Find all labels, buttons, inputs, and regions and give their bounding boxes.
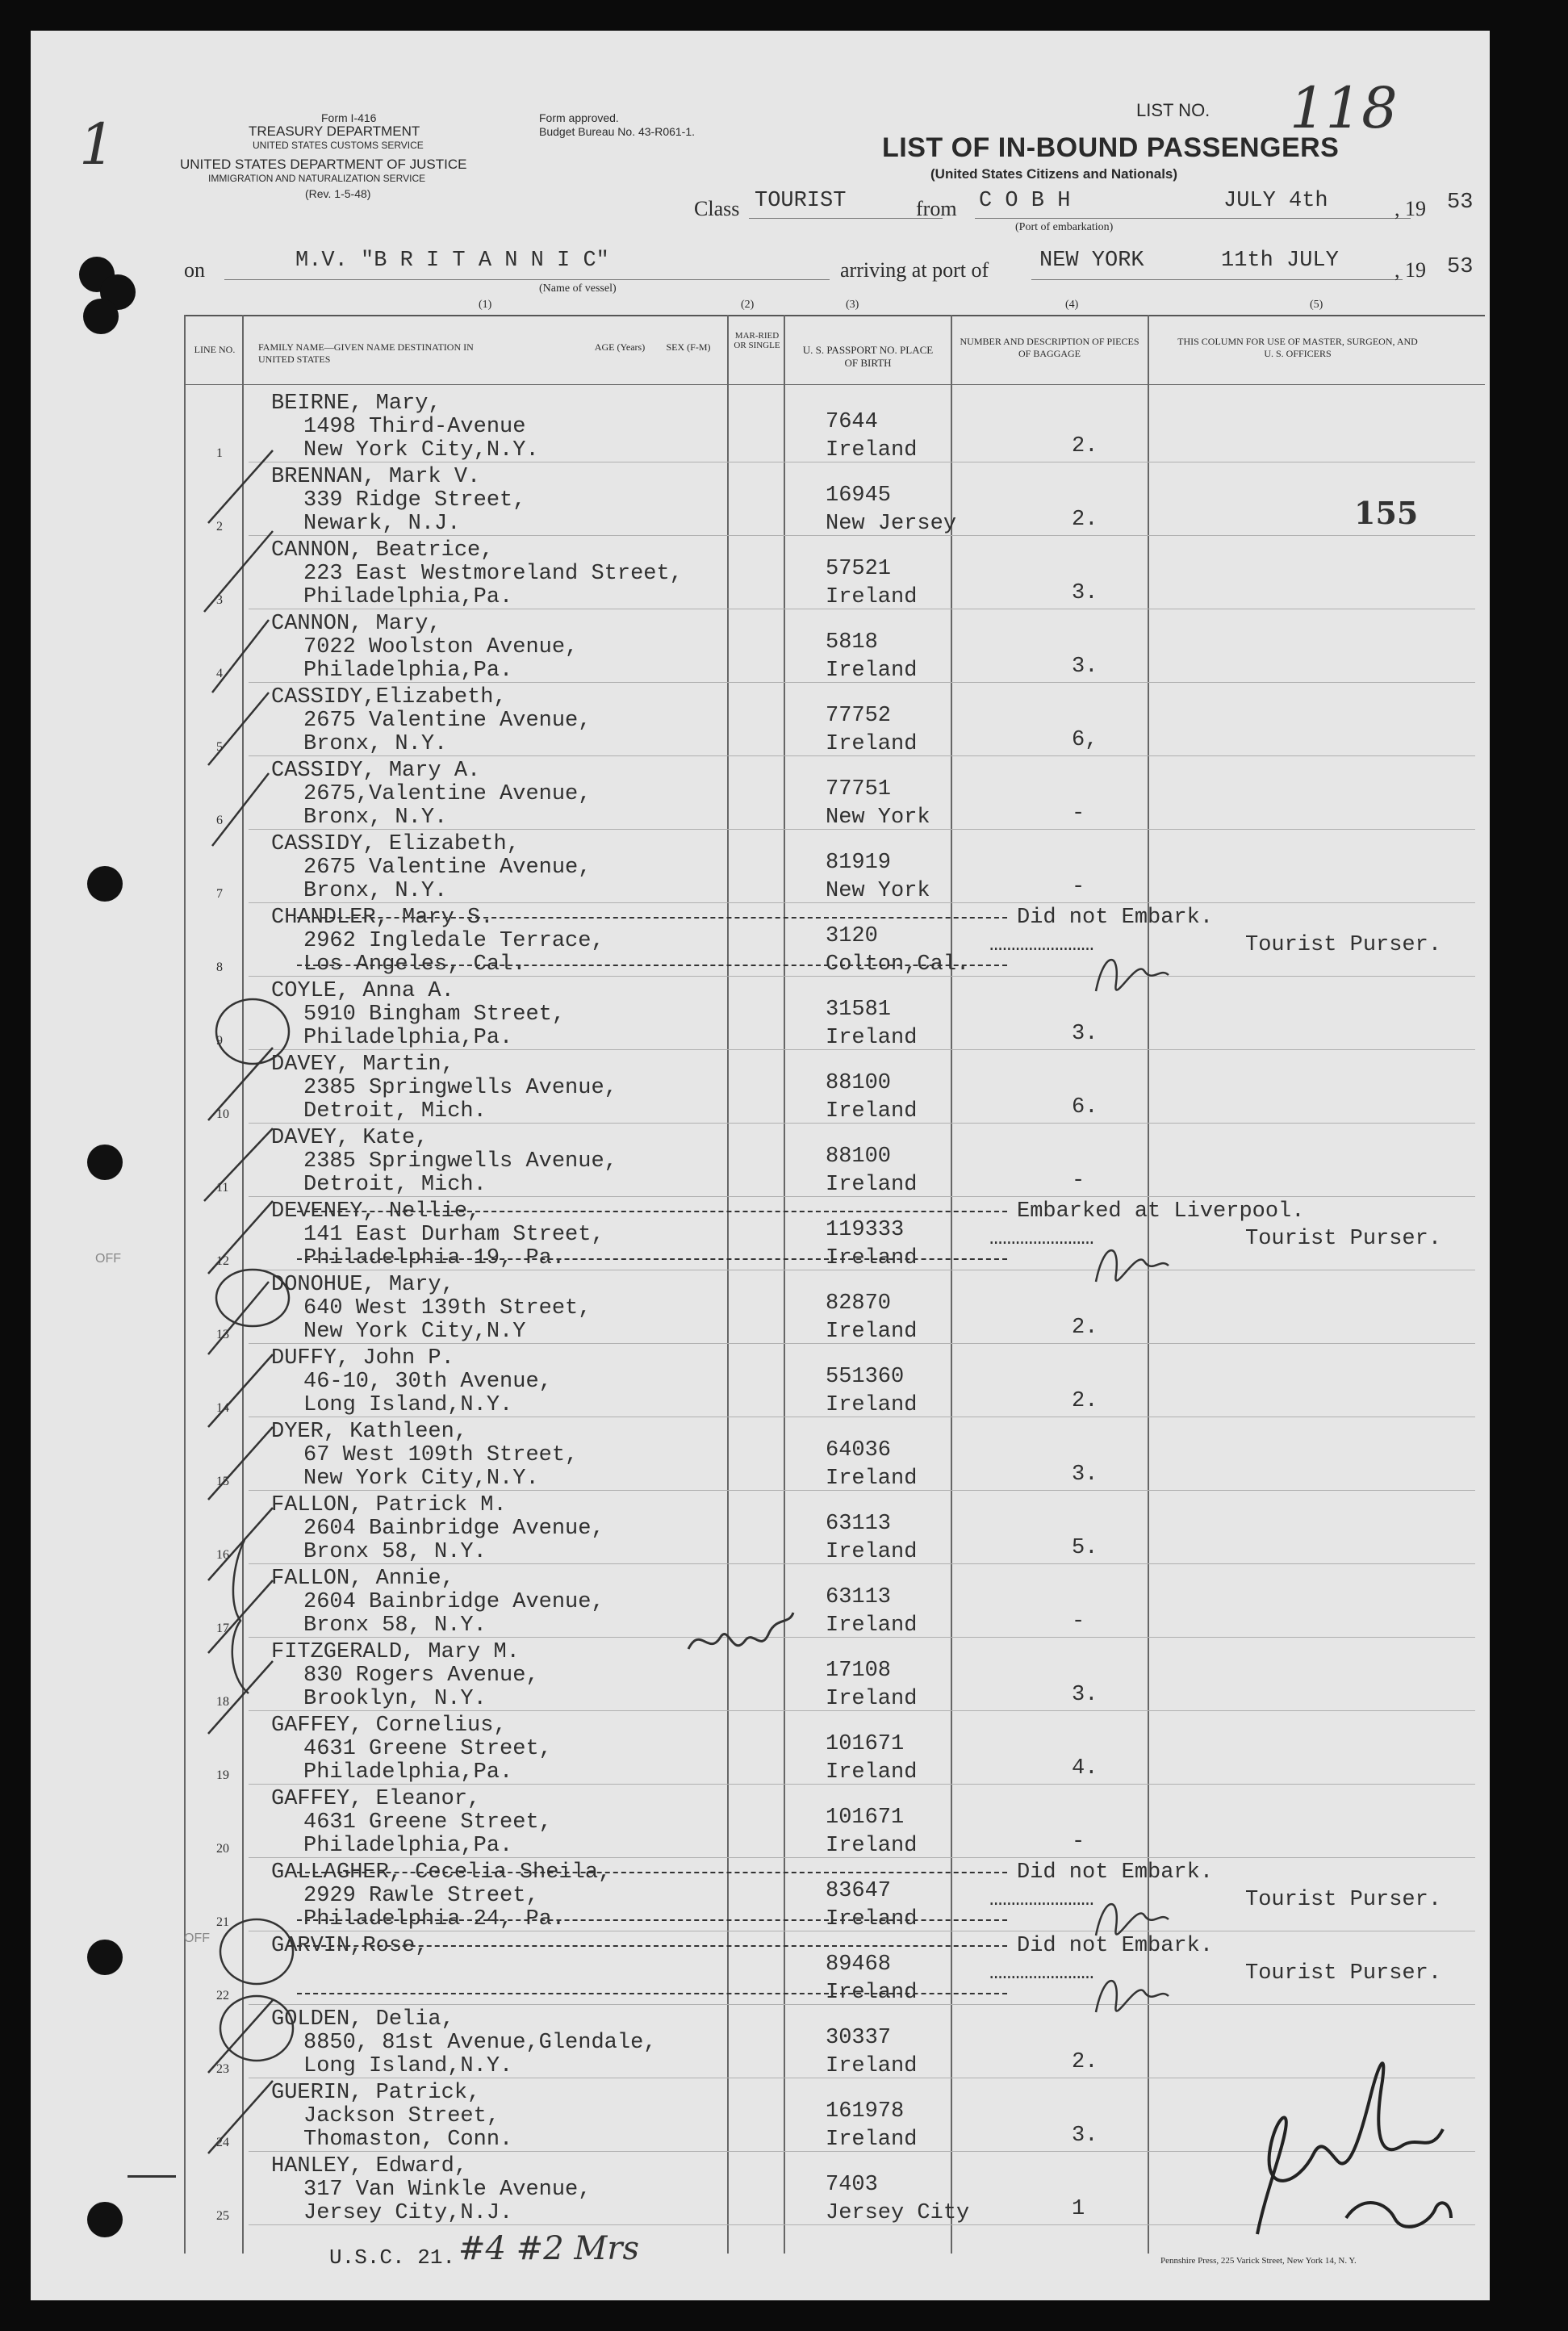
baggage-count: 3. bbox=[1072, 1463, 1098, 1487]
line-number: 9 bbox=[216, 1034, 223, 1048]
passport-number: 7644 bbox=[826, 410, 878, 434]
year-prefix-2: , 19 bbox=[1394, 258, 1426, 282]
address-line-2: New York City,N.Y bbox=[303, 1320, 526, 1344]
line-number: 1 bbox=[216, 446, 223, 460]
passport-number: 161978 bbox=[826, 2099, 905, 2124]
baggage-count: 2. bbox=[1072, 1389, 1098, 1413]
passenger-name: CASSIDY, Elizabeth, bbox=[271, 832, 520, 856]
address-line-2: Bronx 58, N.Y. bbox=[303, 1540, 487, 1564]
line-number: 2 bbox=[216, 520, 223, 534]
line-number: 7 bbox=[216, 887, 223, 901]
strike-line bbox=[297, 1211, 1007, 1212]
passenger-name: CASSIDY,Elizabeth, bbox=[271, 685, 507, 709]
baggage-count: 4. bbox=[1072, 1756, 1098, 1781]
col-num-3: (3) bbox=[846, 299, 859, 311]
place-of-birth: Ireland bbox=[826, 1173, 918, 1197]
address-line-2: New York City,N.Y. bbox=[303, 438, 539, 462]
customs-service: UNITED STATES CUSTOMS SERVICE bbox=[253, 140, 424, 151]
dotted-leader: …………………… bbox=[989, 1227, 1094, 1251]
address-line-2: Philadelphia,Pa. bbox=[303, 1834, 513, 1858]
address-line-1: 4631 Greene Street, bbox=[303, 1737, 552, 1761]
passenger-name: CANNON, Mary, bbox=[271, 612, 441, 636]
treasury-dept: TREASURY DEPARTMENT bbox=[249, 123, 420, 139]
binder-hole bbox=[87, 1940, 123, 1975]
col-num-5: (5) bbox=[1310, 299, 1323, 311]
baggage-count: - bbox=[1072, 875, 1085, 899]
footer-hand: #4 #2 Mrs bbox=[458, 2230, 639, 2267]
address-line-2: Jersey City,N.J. bbox=[303, 2201, 513, 2225]
officer-number: 155 bbox=[1354, 495, 1419, 531]
address-line-2: Detroit, Mich. bbox=[303, 1099, 487, 1124]
place-of-birth: Ireland bbox=[826, 1834, 918, 1858]
baggage-count: - bbox=[1072, 1169, 1085, 1193]
address-line-2: Detroit, Mich. bbox=[303, 1173, 487, 1197]
place-of-birth: Ireland bbox=[826, 1246, 918, 1270]
place-of-birth: Colton,Cal. bbox=[826, 952, 970, 977]
strike-line bbox=[297, 1919, 1007, 1921]
address-line-1: 8850, 81st Avenue,Glendale, bbox=[303, 2031, 657, 2055]
place-of-birth: Ireland bbox=[826, 1687, 918, 1711]
passport-number: 119333 bbox=[826, 1218, 905, 1242]
address-line-2: Bronx, N.Y. bbox=[303, 732, 448, 756]
purser-signature-icon bbox=[1080, 943, 1177, 1007]
line-number: 8 bbox=[216, 960, 223, 974]
remark-note: Did not Embark. bbox=[1017, 1934, 1214, 1958]
passenger-name: GUERIN, Patrick, bbox=[271, 2081, 481, 2105]
row-divider bbox=[249, 1343, 1475, 1344]
baggage-count: - bbox=[1072, 1609, 1085, 1634]
officer-signature-icon bbox=[1209, 2032, 1467, 2250]
place-of-birth: Ireland bbox=[826, 1393, 918, 1417]
place-of-birth: New Jersey bbox=[826, 512, 957, 536]
from-value: C O B H bbox=[979, 189, 1071, 213]
passport-number: 16945 bbox=[826, 483, 892, 508]
address-line-1: 7022 Woolston Avenue, bbox=[303, 635, 579, 659]
header-passport: U. S. PASSPORT NO. PLACE OF BIRTH bbox=[802, 344, 934, 369]
passenger-name: BEIRNE, Mary, bbox=[271, 391, 441, 416]
passport-number: 64036 bbox=[826, 1438, 892, 1463]
address-line-1: 4631 Greene Street, bbox=[303, 1810, 552, 1835]
baggage-count: 2. bbox=[1072, 1316, 1098, 1340]
address-line-2: Bronx 58, N.Y. bbox=[303, 1613, 487, 1638]
place-of-birth: Ireland bbox=[826, 659, 918, 683]
address-line-1: Jackson Street, bbox=[303, 2104, 500, 2128]
passenger-name: DYER, Kathleen, bbox=[271, 1420, 468, 1444]
passport-number: 88100 bbox=[826, 1145, 892, 1169]
line-number: 24 bbox=[216, 2136, 229, 2149]
on-label: on bbox=[184, 258, 205, 282]
col-num-1: (1) bbox=[479, 299, 492, 311]
dotted-leader: …………………… bbox=[989, 933, 1094, 957]
passport-number: 83647 bbox=[826, 1879, 892, 1903]
passport-number: 5818 bbox=[826, 630, 878, 655]
margin-off-2: OFF bbox=[184, 1931, 210, 1945]
passenger-name: FITZGERALD, Mary M. bbox=[271, 1640, 520, 1664]
place-of-birth: Ireland bbox=[826, 1760, 918, 1785]
table-top-border bbox=[184, 315, 1485, 316]
arrival-port: NEW YORK bbox=[1039, 249, 1144, 273]
baggage-count: 1 bbox=[1072, 2197, 1085, 2221]
line-number: 6 bbox=[216, 814, 223, 827]
line-number: 11 bbox=[216, 1181, 229, 1195]
place-of-birth: Ireland bbox=[826, 1026, 918, 1050]
address-line-2: Philadelphia,Pa. bbox=[303, 585, 513, 609]
baggage-count: - bbox=[1072, 801, 1085, 826]
baggage-count: 2. bbox=[1072, 508, 1098, 532]
port-caption: (Port of embarkation) bbox=[1015, 221, 1114, 233]
line-number: 5 bbox=[216, 740, 223, 754]
passport-number: 63113 bbox=[826, 1585, 892, 1609]
baggage-count: 2. bbox=[1072, 434, 1098, 458]
line-number: 18 bbox=[216, 1695, 229, 1709]
passport-number: 81919 bbox=[826, 851, 892, 875]
place-of-birth: Ireland bbox=[826, 1907, 918, 1931]
passport-number: 7403 bbox=[826, 2173, 878, 2197]
passport-number: 31581 bbox=[826, 998, 892, 1022]
baggage-count: 3. bbox=[1072, 1683, 1098, 1707]
header-officers: THIS COLUMN FOR USE OF MASTER, SURGEON, AND U. S. OFFICERS bbox=[1177, 336, 1418, 359]
remark-note: Embarked at Liverpool. bbox=[1017, 1199, 1305, 1224]
address-line-2: Thomaston, Conn. bbox=[303, 2128, 513, 2152]
place-of-birth: Ireland bbox=[826, 2054, 918, 2078]
binder-hole bbox=[87, 866, 123, 902]
row-divider bbox=[249, 1857, 1475, 1858]
address-line-2: Newark, N.J. bbox=[303, 512, 461, 536]
corner-mark: 1 bbox=[79, 111, 115, 178]
address-line-2: Bronx, N.Y. bbox=[303, 879, 448, 903]
vessel-name: M.V. "B R I T A N N I C" bbox=[295, 249, 609, 273]
address-line-1: 2675,Valentine Avenue, bbox=[303, 782, 592, 806]
address-line-1: 830 Rogers Avenue, bbox=[303, 1664, 539, 1688]
passport-number: 551360 bbox=[826, 1365, 905, 1389]
row-divider bbox=[249, 1049, 1475, 1050]
header-line-no: LINE NO. bbox=[194, 344, 236, 355]
strike-line bbox=[297, 1258, 1007, 1260]
strike-line bbox=[297, 1945, 1007, 1947]
address-line-1: 2385 Springwells Avenue, bbox=[303, 1149, 617, 1174]
vessel-caption: (Name of vessel) bbox=[539, 282, 617, 295]
binder-hole bbox=[87, 1145, 123, 1180]
address-line-2: Philadelphia 24, Pa. bbox=[303, 1907, 566, 1931]
arriving-label: arriving at port of bbox=[840, 258, 989, 282]
place-of-birth: Ireland bbox=[826, 1540, 918, 1564]
row-divider bbox=[249, 682, 1475, 683]
row-divider bbox=[249, 1196, 1475, 1197]
line-number: 22 bbox=[216, 1989, 229, 2002]
header-married: MAR-RIED OR SINGLE bbox=[734, 331, 780, 350]
arrival-date: 11th JULY bbox=[1221, 249, 1339, 273]
passenger-name: FALLON, Patrick M. bbox=[271, 1493, 507, 1517]
address-line-2: Philadelphia,Pa. bbox=[303, 1760, 513, 1785]
purser-title: Tourist Purser. bbox=[1245, 1888, 1442, 1912]
address-line-2: Long Island,N.Y. bbox=[303, 2054, 513, 2078]
place-of-birth: Ireland bbox=[826, 585, 918, 609]
revision: (Rev. 1-5-48) bbox=[305, 187, 371, 200]
circle-mark-icon bbox=[208, 991, 297, 1072]
class-value: TOURIST bbox=[755, 189, 847, 213]
line-number: 13 bbox=[216, 1328, 229, 1341]
purser-signature-icon bbox=[1080, 1964, 1177, 2028]
place-of-birth: New York bbox=[826, 879, 930, 903]
address-line-2: Philadelphia,Pa. bbox=[303, 659, 513, 683]
binder-hole bbox=[87, 2202, 123, 2237]
header-name: FAMILY NAME—GIVEN NAME DESTINATION IN UNITED STATES bbox=[258, 341, 474, 365]
list-no-value: 118 bbox=[1290, 75, 1398, 141]
passport-number: 17108 bbox=[826, 1659, 892, 1683]
purser-title: Tourist Purser. bbox=[1245, 933, 1442, 957]
passenger-name: DAVEY, Martin, bbox=[271, 1053, 454, 1077]
margin-dash bbox=[128, 2175, 176, 2178]
header-baggage: NUMBER AND DESCRIPTION OF PIECES OF BAGGAGE bbox=[960, 336, 1139, 359]
passport-number: 88100 bbox=[826, 1071, 892, 1095]
passenger-name: DEVENEY, Nellie, bbox=[271, 1199, 481, 1224]
row-divider bbox=[249, 535, 1475, 536]
baggage-count: 5. bbox=[1072, 1536, 1098, 1560]
place-of-birth: New York bbox=[826, 806, 930, 830]
passport-number: 101671 bbox=[826, 1732, 905, 1756]
address-line-1: 2675 Valentine Avenue, bbox=[303, 856, 592, 880]
address-line-2: Los Angeles, Cal. bbox=[303, 952, 526, 977]
col-num-2: (2) bbox=[741, 299, 755, 311]
place-of-birth: Ireland bbox=[826, 1467, 918, 1491]
place-of-birth: Ireland bbox=[826, 732, 918, 756]
form-number: Form I-416 bbox=[321, 111, 377, 124]
date-from: JULY 4th bbox=[1223, 189, 1328, 213]
line-number: 25 bbox=[216, 2209, 229, 2223]
passenger-name: DONOHUE, Mary, bbox=[271, 1273, 454, 1297]
year-arrival: 53 bbox=[1447, 255, 1474, 279]
passenger-name: HANLEY, Edward, bbox=[271, 2154, 468, 2178]
passport-number: 57521 bbox=[826, 557, 892, 581]
row-divider bbox=[249, 902, 1475, 903]
line-number: 10 bbox=[216, 1107, 229, 1121]
class-label: Class bbox=[694, 197, 740, 220]
header-sex: SEX (F-M) bbox=[666, 341, 711, 353]
footer-code: U.S.C. 21. bbox=[329, 2245, 456, 2270]
address-line-2: Brooklyn, N.Y. bbox=[303, 1687, 487, 1711]
header-age: AGE (Years) bbox=[594, 341, 646, 353]
passport-number: 77752 bbox=[826, 704, 892, 728]
place-of-birth: Ireland bbox=[826, 1613, 918, 1638]
baggage-count: 3. bbox=[1072, 581, 1098, 605]
printer-line: Pennshire Press, 225 Varick Street, New York 14, N. Y. bbox=[1160, 2256, 1357, 2266]
line-number: 23 bbox=[216, 2062, 229, 2076]
address-line-2: New York City,N.Y. bbox=[303, 1467, 539, 1491]
circle-mark-icon bbox=[212, 1911, 301, 1992]
baggage-count: 6, bbox=[1072, 728, 1098, 752]
address-line-1: 2385 Springwells Avenue, bbox=[303, 1076, 617, 1100]
budget-bureau: Budget Bureau No. 43-R061-1. bbox=[539, 125, 696, 138]
passenger-name: BRENNAN, Mark V. bbox=[271, 465, 481, 489]
passenger-name: GAFFEY, Eleanor, bbox=[271, 1787, 481, 1811]
address-line-1: 2675 Valentine Avenue, bbox=[303, 709, 592, 733]
row-divider bbox=[249, 1784, 1475, 1785]
place-of-birth: Ireland bbox=[826, 2128, 918, 2152]
line-number: 19 bbox=[216, 1768, 229, 1782]
baggage-count: 3. bbox=[1072, 655, 1098, 679]
passport-number: 3120 bbox=[826, 924, 878, 948]
address-line-2: Philadelphia,Pa. bbox=[303, 1026, 513, 1050]
address-line-2: Bronx, N.Y. bbox=[303, 806, 448, 830]
purser-title: Tourist Purser. bbox=[1245, 1961, 1442, 1986]
line-number: 16 bbox=[216, 1548, 229, 1562]
ins-service: IMMIGRATION AND NATURALIZATION SERVICE bbox=[208, 173, 426, 184]
passenger-name: FALLON, Annie, bbox=[271, 1567, 454, 1591]
year-from: 53 bbox=[1447, 190, 1474, 215]
strike-line bbox=[297, 1872, 1007, 1873]
place-of-birth: Ireland bbox=[826, 1320, 918, 1344]
passenger-name: CANNON, Beatrice, bbox=[271, 538, 494, 563]
row-divider bbox=[249, 1490, 1475, 1491]
form-page bbox=[31, 31, 1490, 2300]
binder-hole bbox=[83, 299, 119, 334]
dotted-leader: …………………… bbox=[989, 1888, 1094, 1912]
address-line-1: 640 West 139th Street, bbox=[303, 1296, 592, 1320]
address-line-1: 1498 Third-Avenue bbox=[303, 415, 526, 439]
row-divider bbox=[249, 2004, 1475, 2005]
line-number: 14 bbox=[216, 1401, 229, 1415]
place-of-birth: Ireland bbox=[826, 1981, 918, 2005]
row-divider bbox=[249, 755, 1475, 756]
form-title: LIST OF IN-BOUND PASSENGERS bbox=[882, 132, 1340, 163]
baggage-count: - bbox=[1072, 1830, 1085, 1854]
address-line-2: Long Island,N.Y. bbox=[303, 1393, 513, 1417]
row-divider bbox=[249, 976, 1475, 977]
address-line-2: Philadelphia 19, Pa. bbox=[303, 1246, 566, 1270]
circle-mark-icon bbox=[208, 1262, 297, 1334]
passenger-name: DUFFY, John P. bbox=[271, 1346, 454, 1371]
year-prefix-1: , 19 bbox=[1394, 197, 1426, 220]
place-of-birth: Jersey City bbox=[826, 2201, 970, 2225]
justice-dept: UNITED STATES DEPARTMENT OF JUSTICE bbox=[180, 157, 467, 172]
checkmark-icon bbox=[192, 1040, 289, 2250]
address-line-1: 223 East Westmoreland Street, bbox=[303, 562, 683, 586]
address-line-1: 141 East Durham Street, bbox=[303, 1223, 604, 1247]
margin-off-1: OFF bbox=[95, 1252, 121, 1266]
passport-number: 89468 bbox=[826, 1952, 892, 1977]
address-line-1: 2962 Ingledale Terrace, bbox=[303, 929, 604, 953]
dotted-leader: …………………… bbox=[989, 1961, 1094, 1986]
line-number: 3 bbox=[216, 593, 223, 607]
purser-signature-icon bbox=[1080, 1233, 1177, 1298]
line-number: 15 bbox=[216, 1475, 229, 1488]
scribble-icon bbox=[684, 1609, 797, 1665]
row-divider bbox=[249, 829, 1475, 830]
row-divider bbox=[249, 1710, 1475, 1711]
remark-note: Did not Embark. bbox=[1017, 1860, 1214, 1885]
address-line-1: 2604 Bainbridge Avenue, bbox=[303, 1517, 604, 1541]
passenger-name: CASSIDY, Mary A. bbox=[271, 759, 481, 783]
passenger-name: GALLAGHER, Cecelia Sheila, bbox=[271, 1860, 612, 1885]
form-approved: Form approved. bbox=[539, 111, 619, 124]
col-num-4: (4) bbox=[1065, 299, 1079, 311]
row-divider bbox=[249, 1123, 1475, 1124]
place-of-birth: Ireland bbox=[826, 1099, 918, 1124]
line-number: 21 bbox=[216, 1915, 229, 1929]
baggage-count: 6. bbox=[1072, 1095, 1098, 1119]
address-line-1: 339 Ridge Street, bbox=[303, 488, 526, 513]
row-divider bbox=[249, 1563, 1475, 1564]
from-label: from bbox=[916, 197, 957, 220]
address-line-1: 5910 Bingham Street, bbox=[303, 1002, 566, 1027]
line-number: 20 bbox=[216, 1842, 229, 1856]
purser-signature-icon bbox=[1080, 1887, 1177, 1952]
passenger-name: GOLDEN, Delia, bbox=[271, 2007, 454, 2032]
passport-number: 101671 bbox=[826, 1806, 905, 1830]
passenger-name: CHANDLER, Mary S. bbox=[271, 906, 494, 930]
address-line-1: 2929 Rawle Street, bbox=[303, 1884, 539, 1908]
line-number: 4 bbox=[216, 667, 223, 680]
passport-number: 77751 bbox=[826, 777, 892, 801]
address-line-1: 46-10, 30th Avenue, bbox=[303, 1370, 552, 1394]
header-bottom-border bbox=[184, 384, 1485, 385]
line-number: 17 bbox=[216, 1622, 229, 1635]
place-of-birth: Ireland bbox=[826, 438, 918, 462]
strike-line bbox=[297, 965, 1007, 966]
baggage-count: 3. bbox=[1072, 2124, 1098, 2148]
list-no-label: LIST NO. bbox=[1136, 100, 1210, 120]
address-line-1: 2604 Bainbridge Avenue, bbox=[303, 1590, 604, 1614]
line-number: 12 bbox=[216, 1254, 229, 1268]
baggage-count: 3. bbox=[1072, 1022, 1098, 1046]
passenger-name: DAVEY, Kate, bbox=[271, 1126, 429, 1150]
row-divider bbox=[249, 1637, 1475, 1638]
passenger-name: GARVIN,Rose, bbox=[271, 1934, 429, 1958]
circle-mark-icon bbox=[212, 1988, 301, 2069]
baggage-count: 2. bbox=[1072, 2050, 1098, 2074]
remark-note: Did not Embark. bbox=[1017, 906, 1214, 930]
strike-line bbox=[297, 917, 1007, 919]
address-line-1: 67 West 109th Street, bbox=[303, 1443, 579, 1467]
form-subtitle: (United States Citizens and Nationals) bbox=[930, 166, 1178, 182]
passport-number: 30337 bbox=[826, 2026, 892, 2050]
strike-line bbox=[297, 1993, 1007, 1994]
passport-number: 82870 bbox=[826, 1291, 892, 1316]
address-line-1: 317 Van Winkle Avenue, bbox=[303, 2178, 592, 2202]
purser-title: Tourist Purser. bbox=[1245, 1227, 1442, 1251]
passenger-name: GAFFEY, Cornelius, bbox=[271, 1714, 507, 1738]
passport-number: 63113 bbox=[826, 1512, 892, 1536]
passenger-name: COYLE, Anna A. bbox=[271, 979, 454, 1003]
